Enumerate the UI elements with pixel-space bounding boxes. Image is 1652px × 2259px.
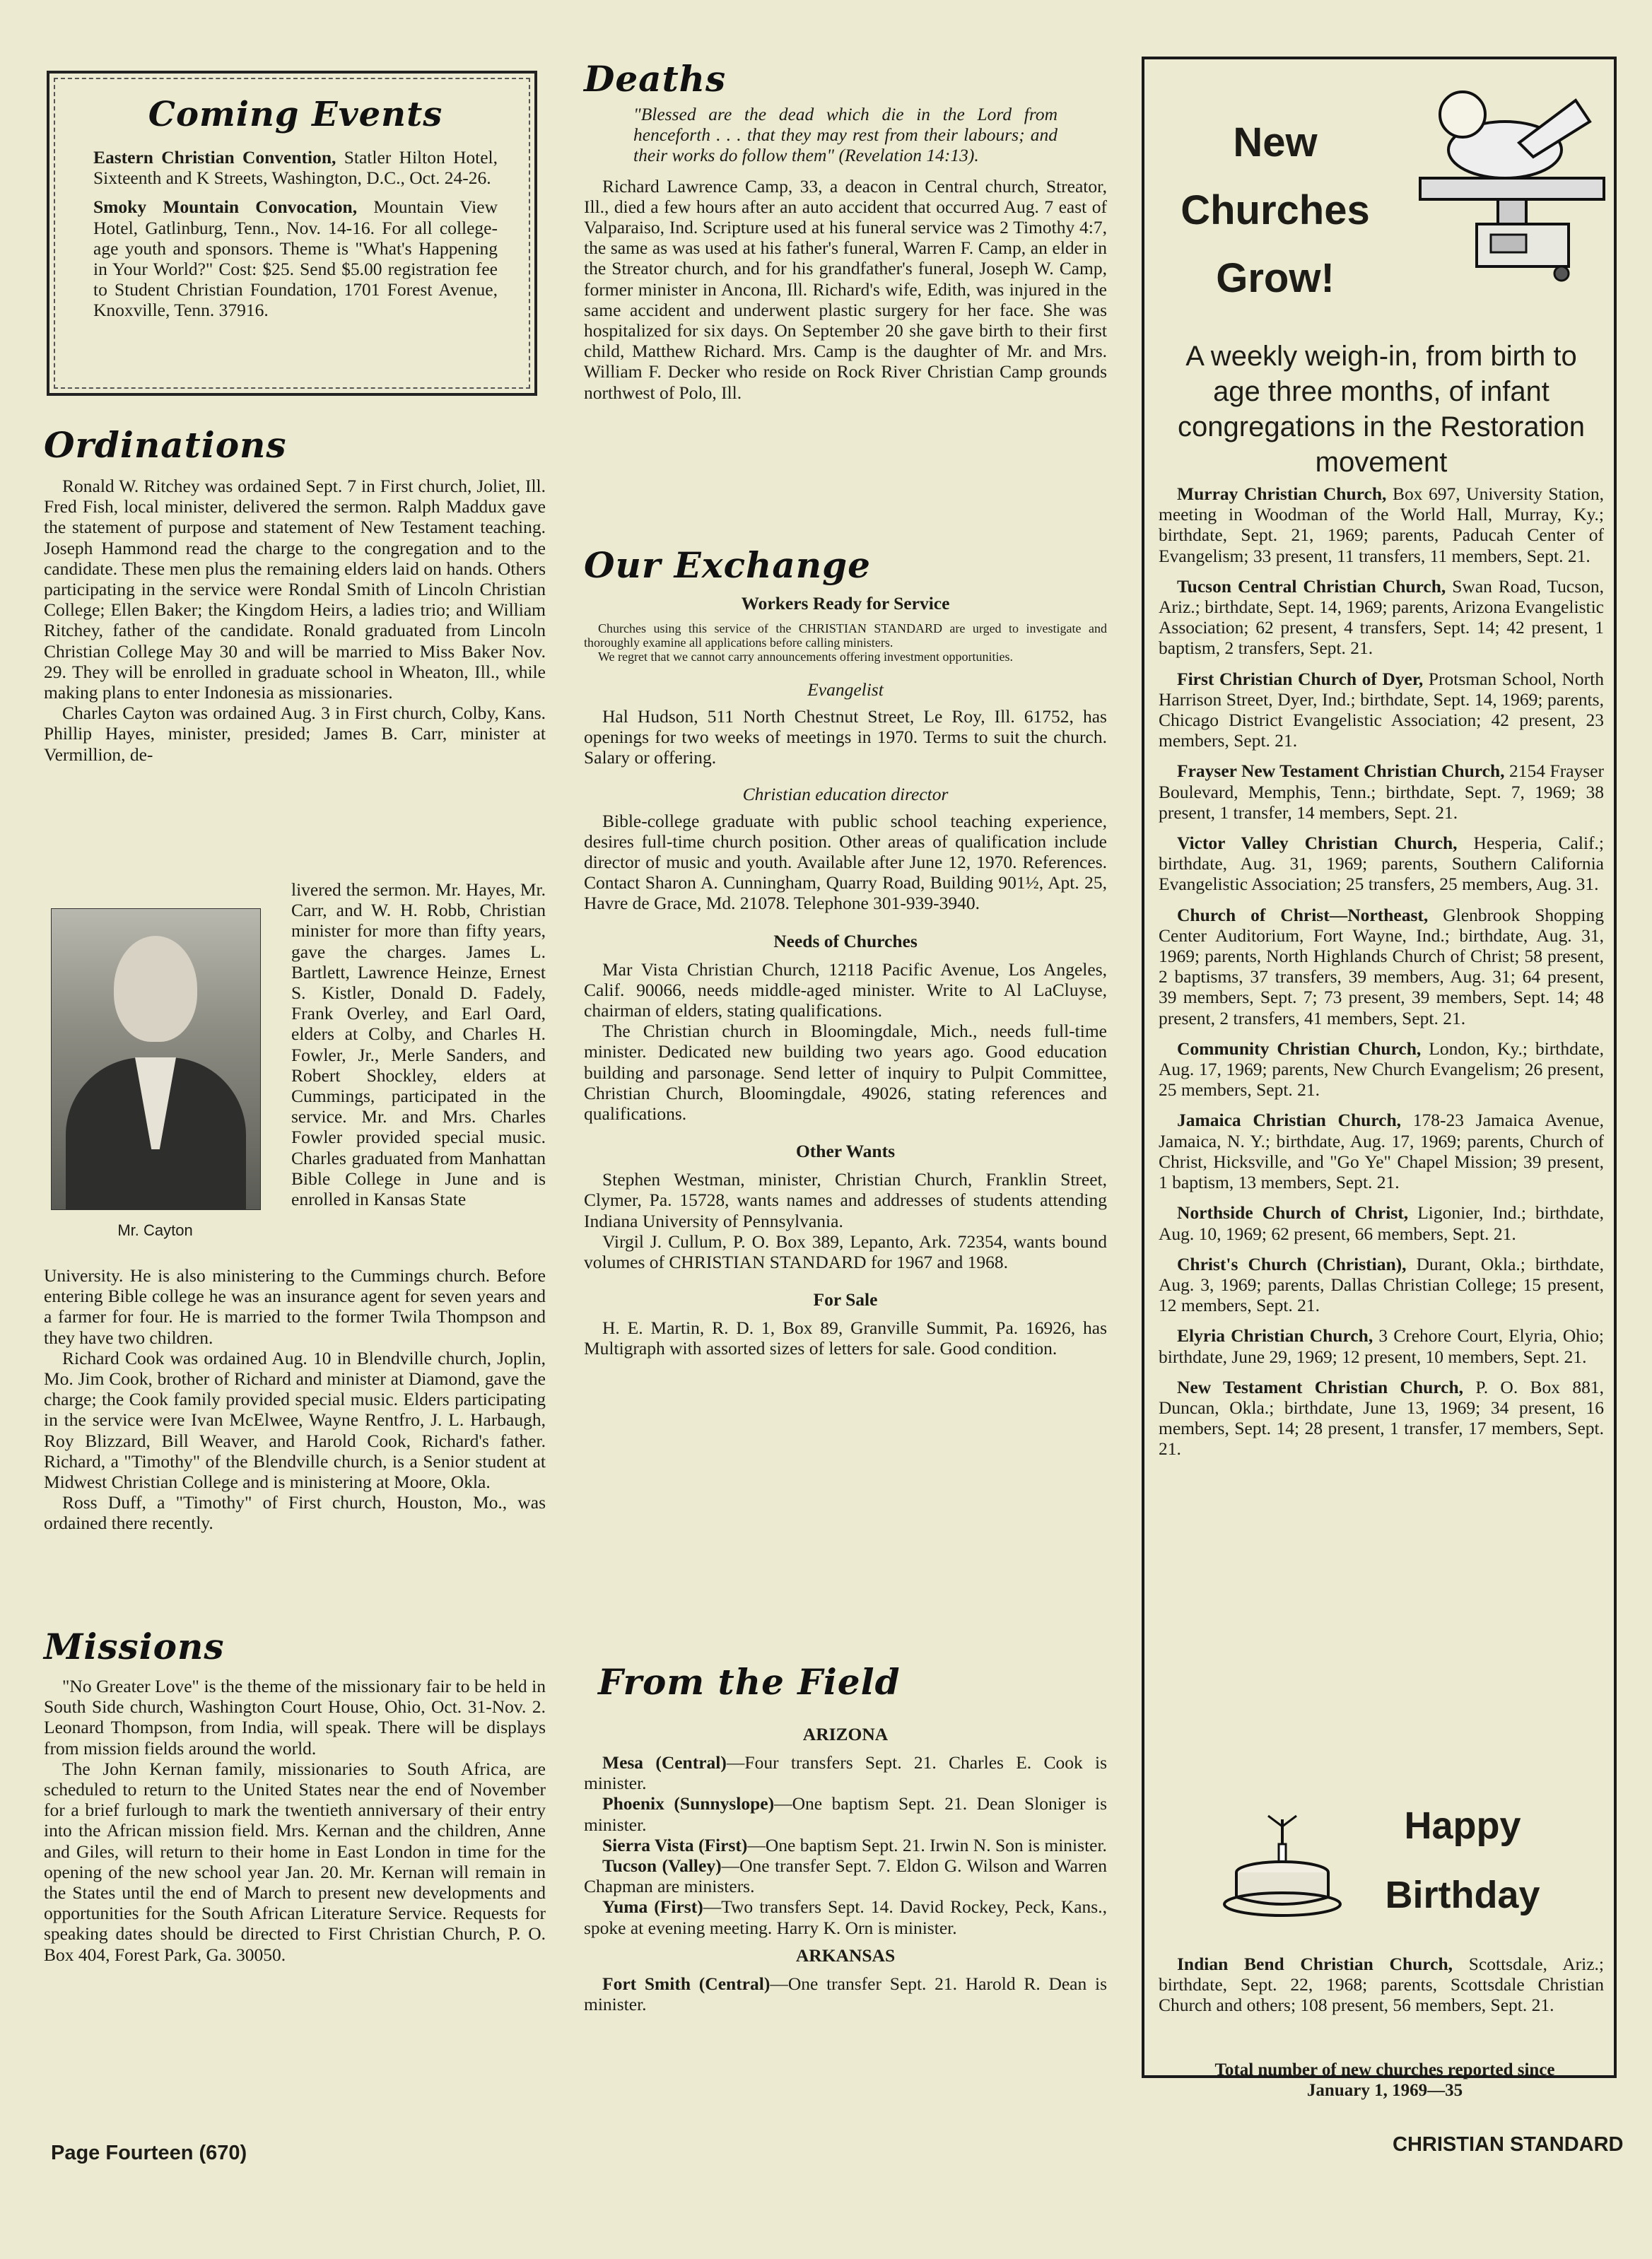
page-number: Page Fourteen (670)	[51, 2142, 247, 2164]
sale-entry: H. E. Martin, R. D. 1, Box 89, Granville Summit, Pa. 16926, has Multigraph with assorted sizes of letters for sale. Good condition.	[584, 1318, 1107, 1359]
cayton-photo	[51, 908, 261, 1210]
field-item: Phoenix (Sunnyslope)—One baptism Sept. 21. Dean Sloniger is minister.	[584, 1793, 1107, 1835]
coming-event-item: Eastern Christian Convention, Statler Hilton Hotel, Sixteenth and K Streets, Washington, D.C., Oct. 24-26.	[93, 147, 498, 189]
ordinations-continued	[44, 1265, 546, 1534]
ordinations-section	[44, 424, 546, 765]
birthday-cake-icon	[1222, 1812, 1342, 1918]
field-item: Fort Smith (Central)—One transfer Sept. 21. Harold R. Dean is minister.	[584, 1973, 1107, 2015]
coming-events-box	[47, 71, 537, 396]
deaths-title: Deaths	[584, 58, 727, 100]
state-heading: ARKANSAS	[795, 1944, 896, 1966]
ced-entry: Bible-college graduate with public school teaching experience, desires full-time church position. Other areas of qualification include director of music and youth. Available after June 12, 1970. References. Contact Sharon A. Cunningham, Quarry Road, Building 901½, Apt. 25, Havre de Grace, Md. 21078. Telephone 301-939-3940.	[584, 810, 1107, 914]
photo-caption: Mr. Cayton	[117, 1221, 193, 1239]
field-section	[584, 1661, 1107, 2014]
church-entry: Community Christian Church, London, Ky.; birthdate, Aug. 17, 1969; parents, New Church Evangelism; 26 present, 25 members, Sept. 21.	[1159, 1038, 1604, 1101]
missions-kernan: The John Kernan family, missionaries to South Africa, are scheduled to return to the United States near the end of November for a brief furlough to mark the twentieth anniversary of their entry into the African mission field. Mrs. Kernan and the children, Anne and Giles, will return to their home in East London in time for the opening of the new school year Jan. 20. Mr. Kernan will remain in the States until the end of March to present new developments and opportunities for the South African Literature Service. Requests for speaking dates should be directed to First Christian Church, P. O. Box 404, Forest Park, Ga. 30050.	[44, 1758, 546, 1965]
missions-section	[44, 1626, 546, 1965]
church-entry: Murray Christian Church, Box 697, University Station, meeting in Woodman of the World Hall, Murray, Ky.; birthdate, Sept. 21, 1969; parents, Paducah Center of Evangelism; 33 present, 11 transfers, 11 members, Sept. 21.	[1159, 483, 1604, 566]
exchange-note: Churches using this service of the CHRISTIAN STANDARD are urged to investigate and thoroughly examine all applications before calling ministers.	[584, 621, 1107, 650]
church-entry: Tucson Central Christian Church, Swan Road, Tucson, Ariz.; birthdate, Sept. 14, 1969; parents, Arizona Evangelistic Association; 62 present, 4 transfers, Sept. 14; 42 present, 1 baptism, 2 transfers, Sept. 21.	[1159, 575, 1605, 659]
ad-entries	[1159, 483, 1604, 1469]
field-item: Tucson (Valley)—One transfer Sept. 7. Eldon G. Wilson and Warren Chapman are ministers.	[584, 1855, 1107, 1897]
church-entry: Christ's Church (Christian), Durant, Okla.; birthdate, Aug. 3, 1969; parents, Dallas Christian College; 15 present, 12 members, Sept. 21.	[1159, 1253, 1604, 1316]
wants-entry: Stephen Westman, minister, Christian Church, Franklin Street, Clymer, Pa. 15728, wants names and addresses of students attending Indiana University of Pennsylvania.	[584, 1169, 1107, 1231]
exchange-note-2: We regret that we cannot carry announcements offering investment opportunities.	[598, 650, 1014, 664]
church-entry: First Christian Church of Dyer, Protsman School, North Harrison Street, Dyer, Ind.; birthdate, Sept. 14, 1969; parents, Chicago District Evangelistic Association; 42 present, 23 members, Sept. 21.	[1159, 668, 1604, 751]
exchange-subtitle: Workers Ready for Service	[741, 593, 950, 614]
exchange-title: Our Exchange	[584, 544, 871, 586]
ad-subtitle: A weekly weigh-in, from birth to age three months, of infant congregations in the Restoration movement	[1178, 341, 1585, 478]
needs-entry: Mar Vista Christian Church, 12118 Pacific Avenue, Los Angeles, Calif. 90066, needs middle-aged minister. Write to Al LaCluyse, chairman of elders, stating qualifications.	[584, 958, 1107, 1021]
coming-event-item: Smoky Mountain Convocation, Mountain View Hotel, Gatlinburg, Tenn., Nov. 14-16. For all college-age youth and sponsors. Theme is "What's Happening in Your World?" Cost: $25. Send $5.00 registration fee to Student Christian Foundation, 1701 Forest Avenue, Knoxville, Tenn. 37916.	[93, 196, 498, 321]
ordination-ritchey: Ronald W. Ritchey was ordained Sept. 7 in First church, Joliet, Ill. Fred Fish, local minister, delivered the sermon. Ralph Maddux gave the statement of purpose and statement of New Testament teaching. Joseph Hammond read the charge to the congregation and to the candidate. These men plus the remaining elders laid on hands. Others participating in the service were Rondal Smith of Lincoln Christian College; Ellen Baker; the Kingdom Heirs, a ladies trio; and William Ritchey, father of the candidate. Ronald graduated from Lincoln Christian College May 30 and will be married to Miss Baker Nov. 29. They will be enrolled in graduate school in Wheaton, Ill., while making plans to enter Indonesia as missionaries.	[44, 476, 546, 703]
church-entry: Victor Valley Christian Church, Hesperia, Calif.; birthdate, Aug. 31, 1969; parents, Southern California Evangelistic Association; 25 transfers, 25 members, Aug. 31.	[1159, 833, 1605, 895]
needs-entry: The Christian church in Bloomingdale, Mich., needs full-time minister. Dedicated new building two years ago. Good education building and parsonage. Send letter of inquiry to Pulpit Committee, Christian Church, Bloomingdale, 49026, stating references and qualifications.	[584, 1021, 1107, 1125]
needs-heading: Needs of Churches	[773, 930, 918, 951]
church-entry: Jamaica Christian Church, 178-23 Jamaica Avenue, Jamaica, N. Y.; birthdate, Aug. 17, 1969; parents, Church of Christ, Hicksville, and "Go Ye" Chapel Mission; 39 present, 1 baptism, 13 members, Sept. 21.	[1159, 1110, 1604, 1193]
exchange-section	[584, 544, 1107, 1359]
baby-scale-icon	[1413, 72, 1611, 284]
ordination-cayton-intro: Charles Cayton was ordained Aug. 3 in First church, Colby, Kans. Phillip Hayes, minister, presided; James B. Carr, minister at Vermillion, de-	[44, 703, 546, 765]
deaths-section	[584, 58, 1107, 403]
ordination-duff: Ross Duff, a "Timothy" of First church, Houston, Mo., was ordained there recently.	[44, 1492, 546, 1534]
field-item: Mesa (Central)—Four transfers Sept. 21. Charles E. Cook is minister.	[584, 1752, 1107, 1794]
church-entry: Elyria Christian Church, 3 Crehore Court, Elyria, Ohio; birthdate, June 29, 1969; 12 present, 10 members, Sept. 21.	[1159, 1325, 1604, 1367]
publication-name: CHRISTIAN STANDARD	[1393, 2133, 1624, 2156]
field-item: Yuma (First)—Two transfers Sept. 14. David Rockey, Peck, Kans., spoke at evening meeting. Harry K. Orn is minister.	[584, 1896, 1107, 1938]
state-heading: ARIZONA	[802, 1724, 889, 1744]
deaths-quote: "Blessed are the dead which die in the Lord from henceforth . . . that they may rest from their labours; and their works do follow them" (Revelation 14:13).	[633, 104, 1058, 166]
wants-entry: Virgil J. Cullum, P. O. Box 389, Lepanto, Ark. 72354, wants bound volumes of CHRISTIAN STANDARD for 1967 and 1968.	[584, 1231, 1107, 1273]
ordination-cayton-side: livered the sermon. Mr. Hayes, Mr. Carr, and W. H. Robb, Christian minister for more than fifty years, gave the charges. James L. Bartlett, Lawrence Heinze, Ernest S. Kistler, Donald D. Fadely, Frank Overley, and Earl Oard, elders at Colby, and Charles H. Fowler, Jr., Merle Sanders, and Robert Shockley, elders at Cummings, participated in the service. Mr. and Mrs. Charles Fowler provided special music. Charles graduated from Manhattan Bible College in June and is enrolled in Kansas State	[291, 879, 546, 1210]
death-camp: Richard Lawrence Camp, 33, a deacon in Central church, Streator, Ill., died a few hours after an auto accident that occurred Aug. 7 east of Valparaiso, Ind. Scripture used at his funeral service was 2 Timothy 4:7, the same as was used at his father's funeral, Warren F. Camp, an elder in the Streator church, and for his grandfather's funeral, Joseph W. Camp, former minister in Ancona, Ill. Richard's wife, Edith, was injured in the same accident and underwent plastic surgery for her face. She was hospitalized for six days. On September 20 she gave birth to their first child, Matthew Richard. Mrs. Camp is the daughter of Mr. and Mrs. William F. Decker who reside on Rock River Christian Camp grounds northwest of Polo, Ill.	[584, 175, 1107, 403]
happy-birthday-title: Happy Birthday	[1385, 1805, 1540, 1916]
birthday-entry: Indian Bend Christian Church, Scottsdale, Ariz.; birthdate, Sept. 22, 1968; parents, Scottsdale Christian Church and others; 108 present, 56 members, Sept. 21.	[1159, 1954, 1604, 2016]
ad-title: New Churches Grow!	[1181, 119, 1370, 301]
missions-fair: "No Greater Love" is the theme of the missionary fair to be held in South Side church, Washington Court House, Ohio, Oct. 31-Nov. 2. Leonard Thompson, from India, will speak. There will be displays from mission fields around the world.	[44, 1676, 546, 1759]
field-item: Sierra Vista (First)—One baptism Sept. 21. Irwin N. Son is minister.	[602, 1834, 1107, 1855]
church-entry: Frayser New Testament Christian Church, 2154 Frayser Boulevard, Memphis, Tenn.; birthdate, Sept. 7, 1969; 38 present, 1 transfer, 14 members, Sept. 21.	[1159, 761, 1604, 823]
wants-heading: Other Wants	[795, 1141, 896, 1162]
evangelist-heading: Evangelist	[807, 679, 884, 700]
coming-events-title: Coming Events	[148, 95, 443, 134]
sale-heading: For Sale	[813, 1289, 878, 1310]
ordination-cayton-end: University. He is also ministering to the Cummings church. Before entering Bible college he was an insurance agent for seven years and a farmer for four. He is married to the former Twila Thompson and they have two children.	[44, 1265, 546, 1348]
church-entry: Church of Christ—Northeast, Glenbrook Shopping Center Auditorium, Fort Wayne, Ind.; birthdate, Aug. 31, 1969; parents, North Highlands Church of Christ; 58 present, 2 baptisms, 37 transfers, 39 members, Aug. 31; 64 present, 39 members, Sept. 7; 73 present, 39 members, Sept. 14; 48 present, 2 transfers, 41 members, Sept. 21.	[1159, 904, 1605, 1028]
ordinations-title: Ordinations	[44, 424, 287, 466]
church-entry: New Testament Christian Church, P. O. Box 881, Duncan, Okla.; birthdate, June 13, 1969; 34 present, 16 members, Sept. 14; 28 present, 1 transfer, 17 members, Sept. 21.	[1159, 1376, 1605, 1460]
evangelist-entry: Hal Hudson, 511 North Chestnut Street, Le Roy, Ill. 61752, has openings for two weeks of meetings in 1970. Terms to suit the church. Salary or offering.	[584, 706, 1107, 768]
missions-title: Missions	[44, 1626, 225, 1667]
ordination-cook: Richard Cook was ordained Aug. 10 in Blendville church, Joplin, Mo. Jim Cook, brother of Richard and minister at Diamond, gave the charge; the Cook family provided special music. Elders participating in the service were Ivan McElwee, Wayne Rentfro, J. L. Harbaugh, Roy Blizzard, Bill Weaver, and Harold Cook, Richard's father. Richard, a "Timothy" of the Blendville church, is a Senior student at Midwest Christian College and is ministering at Moore, Okla.	[44, 1347, 546, 1493]
field-title: From the Field	[598, 1661, 901, 1703]
church-entry: Northside Church of Christ, Ligonier, Ind.; birthdate, Aug. 10, 1969; 62 present, 66 members, Sept. 21.	[1159, 1202, 1604, 1244]
ced-heading: Christian education director	[742, 783, 949, 804]
total-new-churches: Total number of new churches reported since January 1, 1969—35	[1214, 2060, 1555, 2100]
new-churches-box	[1142, 57, 1617, 2100]
